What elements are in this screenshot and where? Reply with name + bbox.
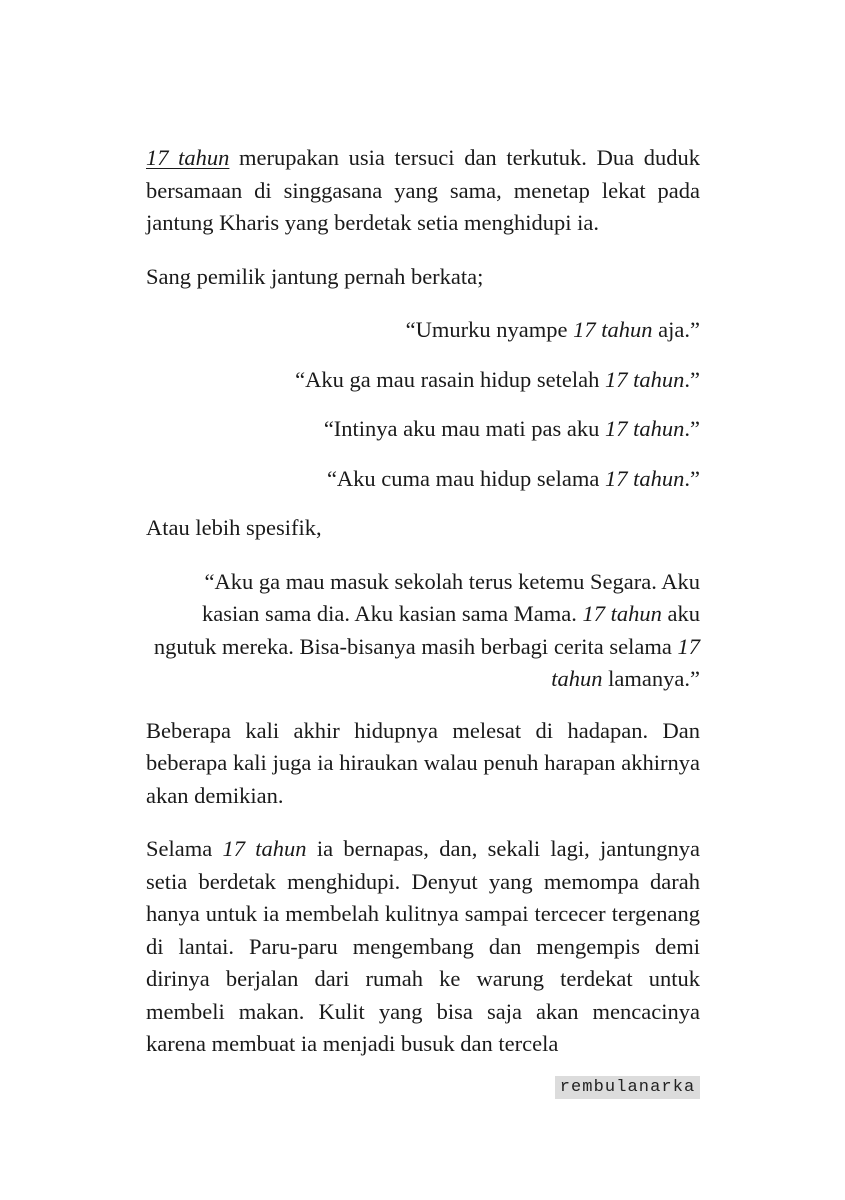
block-quote	[146, 566, 700, 696]
emphasis-17-tahun: 17 tahun	[222, 836, 307, 861]
quote-line	[146, 364, 700, 397]
quote-text: “Aku cuma mau hidup selama	[326, 465, 605, 491]
emphasis-17-tahun: 17 tahun	[551, 633, 700, 691]
emphasis-17-tahun: 17 tahun	[604, 366, 685, 392]
paragraph-text: Selama	[146, 836, 223, 861]
quote-text: “Aku ga mau masuk sekolah terus ketemu Segara. Aku kasian sama dia. Aku kasian sama Mama.	[201, 568, 700, 626]
paragraph-intro-text: merupakan usia tersuci dan terkutuk. Dua duduk bersamaan di singgasana yang sama, menetap lekat pada jantung Kharis yang berdetak setia menghidupi ia.	[146, 145, 700, 235]
paragraph-heart-owner: Sang pemilik jantung pernah berkata;	[146, 263, 484, 289]
quote-line	[146, 463, 700, 496]
quote-text: aku ngutuk mereka. Bisa-bisanya masih berbagi cerita selama	[153, 601, 700, 659]
emphasis-17-tahun: 17 tahun	[604, 416, 685, 441]
quote-text: “Umurku nyampe	[405, 317, 574, 342]
quote-list	[146, 314, 700, 495]
paragraph-intro	[146, 142, 700, 240]
quote-text: “Aku ga mau rasain hidup setelah	[295, 366, 605, 392]
quote-text: .”	[684, 416, 700, 441]
quote-text: .”	[684, 465, 700, 491]
quote-line	[146, 314, 700, 347]
quote-line	[146, 413, 700, 446]
quote-text: .”	[684, 366, 700, 392]
quote-text: aja.”	[652, 317, 700, 342]
paragraph-text: ia bernapas, dan, sekali lagi, jantungnya setia berdetak menghidupi. Denyut yang memompa darah hanya untuk ia membelah kulitnya sampai tercecer tergenang di lantai. Paru-paru mengembang dan mengempis demi dirinya berjalan dari rumah ke warung terdekat untuk membeli makan. Kulit yang bisa saja akan mencacinya karena membuat ia menjadi busuk dan tercela	[146, 836, 700, 1056]
paragraph-more-specific: Atau lebih spesifik,	[146, 515, 322, 540]
quote-text: lamanya.”	[602, 666, 700, 691]
document-body	[146, 142, 700, 1082]
emphasis-17-tahun: 17 tahun	[146, 145, 230, 170]
quote-text: “Intinya aku mau mati pas aku	[323, 416, 605, 441]
author-watermark: rembulanarka	[555, 1076, 700, 1099]
paragraph-breathing	[146, 833, 700, 1061]
emphasis-17-tahun: 17 tahun	[573, 317, 653, 342]
emphasis-17-tahun: 17 tahun	[604, 465, 685, 491]
emphasis-17-tahun: 17 tahun	[582, 601, 662, 626]
paragraph-end-of-life: Beberapa kali akhir hidupnya melesat di hadapan. Dan beberapa kali juga ia hiraukan walau penuh harapan akhirnya akan demikian.	[146, 717, 700, 808]
